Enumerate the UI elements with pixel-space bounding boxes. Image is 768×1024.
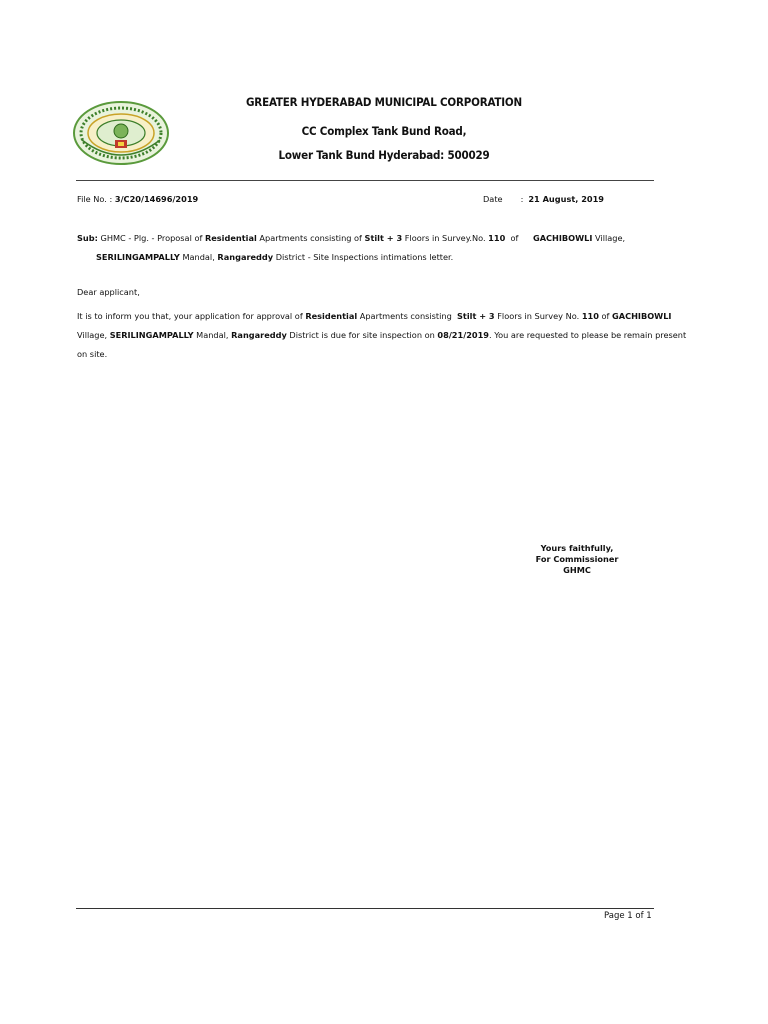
body-text: . You are requested to please be remain present bbox=[488, 330, 687, 340]
address-line-1: CC Complex Tank Bund Road, bbox=[301, 124, 467, 138]
body-text: Village, bbox=[77, 330, 110, 340]
body-text: of bbox=[598, 311, 613, 321]
body-bold: 08/21/2019 bbox=[437, 330, 489, 340]
subject-bold: SERILINGAMPALLY bbox=[96, 252, 180, 262]
file-separator: : bbox=[106, 194, 115, 204]
body-text: Floors in Survey No. bbox=[494, 311, 582, 321]
date-line bbox=[483, 194, 604, 204]
subject-text: of bbox=[505, 233, 521, 243]
body-bold: GACHIBOWLI bbox=[612, 311, 672, 321]
subject-label: Sub: bbox=[77, 233, 98, 243]
subject-text: District - Site Inspections intimations letter. bbox=[273, 252, 454, 262]
body-text: Mandal, bbox=[193, 330, 232, 340]
subject-bold: Rangareddy bbox=[217, 252, 274, 262]
file-label: File No. bbox=[77, 194, 107, 204]
body-line-1 bbox=[77, 311, 671, 321]
body-bold: Residential bbox=[305, 311, 358, 321]
subject-line-1 bbox=[77, 233, 625, 243]
file-value: 3/C20/14696/2019 bbox=[114, 194, 199, 204]
body-text: Apartments consisting bbox=[357, 311, 458, 321]
subject-text: Apartments consisting of bbox=[256, 233, 365, 243]
org-name: GREATER HYDERABAD MUNICIPAL CORPORATION bbox=[246, 95, 522, 109]
signature-block bbox=[522, 543, 632, 576]
page-number: Page 1 of 1 bbox=[604, 911, 652, 921]
subject-line-2 bbox=[96, 252, 453, 262]
file-number bbox=[77, 194, 198, 204]
salutation: Dear applicant, bbox=[77, 287, 140, 297]
footer-divider bbox=[76, 908, 654, 909]
header-divider bbox=[76, 180, 654, 181]
subject-text: Floors in Survey.No. bbox=[402, 233, 489, 243]
subject-text: Mandal, bbox=[179, 252, 218, 262]
signature-line-3: GHMC bbox=[563, 565, 591, 575]
body-line-2 bbox=[77, 330, 686, 340]
subject-text: GHMC - Plg. - Proposal of bbox=[97, 233, 205, 243]
date-separator: : bbox=[520, 194, 524, 204]
signature-line-1: Yours faithfully, bbox=[540, 543, 614, 553]
subject-text: Village, bbox=[592, 233, 626, 243]
subject-bold: GACHIBOWLI bbox=[532, 233, 593, 243]
body-text: It is to inform you that, your application for approval of bbox=[77, 311, 306, 321]
body-bold: Stilt + 3 bbox=[457, 311, 495, 321]
subject-bold: Residential bbox=[204, 233, 257, 243]
address-line-2: Lower Tank Bund Hyderabad: 500029 bbox=[278, 148, 490, 162]
body-bold: 110 bbox=[581, 311, 599, 321]
signature-line-2: For Commissioner bbox=[535, 554, 619, 564]
body-bold: Rangareddy bbox=[231, 330, 287, 340]
date-value: 21 August, 2019 bbox=[528, 194, 604, 204]
date-label: Date bbox=[483, 194, 503, 204]
body-text: District is due for site inspection on bbox=[286, 330, 438, 340]
body-bold: SERILINGAMPALLY bbox=[109, 330, 194, 340]
subject-bold: Stilt + 3 bbox=[364, 233, 403, 243]
subject-bold: 110 bbox=[488, 233, 506, 243]
body-line-3: on site. bbox=[77, 349, 108, 359]
